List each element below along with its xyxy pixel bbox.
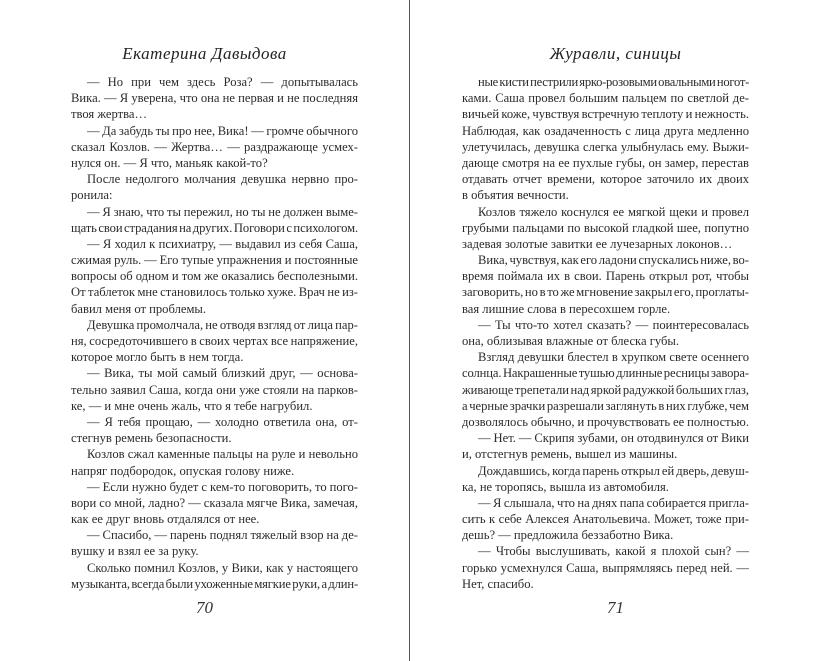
text-line: вая лишние слова в пересохшем горле. bbox=[462, 301, 671, 316]
text-line-wrapper bbox=[71, 301, 358, 317]
text-line-wrapper bbox=[462, 236, 749, 252]
text-line-wrapper bbox=[71, 171, 358, 187]
text-line: сказал Козлов. — Жертва… — раздражающе усмех- bbox=[71, 139, 358, 154]
text-line-wrapper bbox=[462, 106, 749, 122]
text-line-wrapper bbox=[71, 576, 358, 592]
text-line-wrapper bbox=[71, 479, 358, 495]
text-line-wrapper bbox=[71, 106, 358, 122]
text-line-wrapper bbox=[462, 187, 749, 203]
text-line: После недолгого молчания девушка нервно про- bbox=[87, 172, 358, 187]
body-text bbox=[71, 74, 358, 592]
text-line-wrapper bbox=[71, 414, 358, 430]
text-line: которое могло быть в нем тогда. bbox=[71, 350, 244, 365]
text-line: заговорить, но в то же мгновение закрыл его, проглаты- bbox=[462, 285, 749, 300]
text-line: ня, сосредоточившего в своих чертах все напряжение, bbox=[71, 334, 358, 348]
text-line-wrapper bbox=[71, 333, 358, 349]
text-line-wrapper bbox=[71, 252, 358, 268]
text-line-wrapper bbox=[462, 349, 749, 365]
page-number: 71 bbox=[607, 598, 624, 617]
text-line-wrapper bbox=[462, 171, 749, 187]
text-line: Нет, спасибо. bbox=[462, 576, 534, 591]
text-line-wrapper bbox=[71, 463, 358, 479]
text-line-wrapper bbox=[71, 155, 358, 171]
text-line: — Чтобы выслушивать, какой я плохой сын? — bbox=[478, 544, 749, 559]
text-line-wrapper bbox=[71, 74, 358, 90]
text-line: бавил меня от проблемы. bbox=[71, 301, 207, 316]
text-line-wrapper bbox=[462, 463, 749, 479]
text-line: Взгляд девушки блестел в хрупком свете осеннего bbox=[478, 350, 749, 365]
text-line: — Спасибо, — парень поднял тяжелый взор на де- bbox=[87, 528, 358, 543]
text-line-wrapper bbox=[71, 511, 358, 527]
text-line: ронила: bbox=[71, 188, 113, 203]
text-line-wrapper bbox=[462, 90, 749, 106]
text-line: Козлов тяжело коснулся ее мягкой щеки и провел bbox=[478, 204, 749, 219]
text-line-wrapper bbox=[462, 333, 749, 349]
text-line: — Но при чем здесь Роза? — допытывалась bbox=[87, 75, 358, 89]
text-line: сить к себе Алексея Анатольевича. Может, тоже при- bbox=[462, 512, 749, 527]
text-line-wrapper bbox=[462, 252, 749, 268]
text-line: грубыми пальцами по высокой гладкой шее, попутно bbox=[462, 220, 749, 235]
text-line: ка, не торопясь, вышла из автомобиля. bbox=[462, 479, 669, 494]
text-line-wrapper bbox=[462, 543, 749, 559]
text-line-wrapper bbox=[71, 365, 358, 381]
page-number: 70 bbox=[196, 598, 213, 617]
text-line-wrapper bbox=[71, 187, 358, 203]
text-line-wrapper bbox=[462, 527, 749, 543]
text-line: ками. Саша провел большим пальцем по светлой де- bbox=[462, 91, 749, 106]
text-line: нулся он. — Я что, маньяк какой-то? bbox=[71, 155, 268, 170]
left-page bbox=[0, 0, 409, 661]
text-line: и, отстегнув ремень, вышел из машины. bbox=[462, 447, 678, 462]
text-line-wrapper bbox=[462, 495, 749, 511]
text-line-wrapper bbox=[462, 430, 749, 446]
text-line: горько усмехнулся Саша, выпрямляясь перед ней. — bbox=[462, 560, 749, 575]
text-line: Девушка промолчала, не отводя взгляд от лица пар- bbox=[87, 317, 358, 332]
text-line-wrapper bbox=[462, 268, 749, 284]
text-line-wrapper bbox=[71, 382, 358, 398]
text-line: вори со мной, ладно? — сказала мягче Вика, замечая, bbox=[71, 495, 358, 510]
text-line: Наблюдая, как озадаченность с лица друга медленно bbox=[462, 123, 749, 138]
text-line-wrapper bbox=[71, 349, 358, 365]
text-line: ке, — и мне очень жаль, что я тебе нагрубил. bbox=[71, 398, 313, 413]
text-line: — Вика, ты мой самый близкий друг, — основа- bbox=[87, 366, 358, 381]
text-line: Вика. — Я уверена, что она не первая и не последняя bbox=[71, 91, 358, 106]
text-line-wrapper bbox=[462, 414, 749, 430]
text-line-wrapper bbox=[462, 479, 749, 495]
text-line-wrapper bbox=[71, 495, 358, 511]
text-line: музыканта, всегда были ухоженные мягкие руки, а длин- bbox=[71, 576, 358, 591]
text-line: время поймала их в свои. Парень открыл рот, чтобы bbox=[462, 269, 749, 284]
text-line-wrapper bbox=[71, 317, 358, 333]
text-line-wrapper bbox=[462, 155, 749, 171]
text-line-wrapper bbox=[462, 365, 749, 381]
text-line: щать свои страдания на других. Поговори с психологом. bbox=[71, 220, 358, 235]
text-line-wrapper bbox=[71, 398, 358, 414]
text-line-wrapper bbox=[71, 430, 358, 446]
text-line: — Я ходил к психиатру, — выдавил из себя Саша, bbox=[87, 236, 358, 251]
text-line: солнца. Накрашенные тушью длинные ресницы завора- bbox=[462, 366, 749, 381]
text-line-wrapper bbox=[462, 139, 749, 155]
text-line-wrapper bbox=[462, 301, 749, 317]
text-line: сжимая руль. — Его тупые упражнения и постоянные bbox=[71, 253, 358, 268]
text-line: От таблеток мне становилось только хуже. Врач не из- bbox=[71, 285, 358, 300]
text-line: Дождавшись, когда парень открыл ей дверь, девуш- bbox=[478, 463, 749, 478]
text-line: — Да забудь ты про нее, Вика! — громче обычного bbox=[87, 123, 358, 138]
text-line: улетучилась, девушка слегка улыбнулась ему. Выжи- bbox=[462, 139, 749, 154]
text-line-wrapper bbox=[71, 543, 358, 559]
text-line-wrapper bbox=[462, 446, 749, 462]
text-line-wrapper bbox=[462, 284, 749, 300]
text-line: — Я знаю, что ты пережил, но ты не должен выме- bbox=[87, 204, 358, 219]
text-line: дозволялось обычно, и прочувствовать ее полностью. bbox=[462, 414, 749, 429]
text-line: вичьей коже, чувствуя встречную теплоту и нежность. bbox=[462, 107, 749, 122]
text-line: ные кисти пестрили ярко-розовыми овальными ногот- bbox=[478, 75, 749, 89]
right-page bbox=[411, 0, 820, 661]
text-line-wrapper bbox=[462, 398, 749, 414]
text-line-wrapper bbox=[71, 284, 358, 300]
text-line: как ее друг вновь отдалялся от нее. bbox=[71, 512, 260, 527]
text-line-wrapper bbox=[462, 560, 749, 576]
text-line: Козлов сжал каменные пальцы на руле и невольно bbox=[87, 447, 358, 462]
text-line-wrapper bbox=[462, 382, 749, 398]
text-line: — Ты что-то хотел сказать? — поинтересовалась bbox=[478, 317, 749, 332]
text-line: — Я слышала, что на днях папа собирается пригла- bbox=[478, 495, 749, 510]
running-header-title: Журавли, синицы bbox=[549, 44, 682, 63]
text-line: вопросы об одном и том же оказались бесполезными. bbox=[71, 269, 358, 284]
text-line-wrapper bbox=[71, 268, 358, 284]
spine-divider bbox=[409, 0, 410, 661]
text-line: Вика, чувствуя, как его ладони спускались ниже, во- bbox=[478, 253, 749, 268]
text-line-wrapper bbox=[462, 511, 749, 527]
text-line: дешь? — предложила беззаботно Вика. bbox=[462, 528, 674, 543]
text-line: напряг подбородок, опуская голову ниже. bbox=[71, 463, 295, 478]
running-header-author: Екатерина Давыдова bbox=[122, 44, 287, 63]
text-line-wrapper bbox=[71, 90, 358, 106]
text-line: дающе смотря на ее пухлые губы, он замер, перестав bbox=[462, 155, 749, 170]
text-line: вушку и взял ее за руку. bbox=[71, 544, 199, 559]
text-line-wrapper bbox=[462, 220, 749, 236]
text-line-wrapper bbox=[71, 139, 358, 155]
text-line-wrapper bbox=[71, 204, 358, 220]
text-line-wrapper bbox=[71, 236, 358, 252]
text-line-wrapper bbox=[71, 220, 358, 236]
text-line-wrapper bbox=[71, 446, 358, 462]
text-line-wrapper bbox=[71, 123, 358, 139]
text-line-wrapper bbox=[462, 317, 749, 333]
text-line: — Я тебя прощаю, — холодно ответила она, от- bbox=[87, 414, 358, 429]
text-line-wrapper bbox=[71, 527, 358, 543]
text-line-wrapper bbox=[71, 560, 358, 576]
text-line: — Если нужно будет с кем-то поговорить, то пого- bbox=[87, 479, 358, 494]
text-line: живающе трепетали над яркой радужкой больших глаз, bbox=[462, 382, 749, 397]
text-line-wrapper bbox=[462, 123, 749, 139]
text-line: в объятия вечности. bbox=[462, 188, 569, 203]
body-text bbox=[462, 74, 749, 592]
text-line: твоя жертва… bbox=[71, 107, 148, 122]
text-line: Сколько помнил Козлов, у Вики, как у настоящего bbox=[87, 560, 358, 575]
text-line-wrapper bbox=[462, 576, 749, 592]
text-line-wrapper bbox=[462, 74, 749, 90]
text-line: отдавать отчет времени, которое заточило их двоих bbox=[462, 172, 749, 187]
text-line: она, облизывая влажные от блеска губы. bbox=[462, 334, 680, 348]
text-line: задевая золотые завитки ее лучезарных локонов… bbox=[462, 236, 733, 251]
text-line: тельно заявил Саша, когда они уже стояли на парков- bbox=[71, 382, 358, 397]
text-line-wrapper bbox=[462, 204, 749, 220]
text-line: а черные зрачки разрешали заглянуть в них глубже, чем bbox=[462, 398, 749, 413]
text-line: стегнув ремень безопасности. bbox=[71, 431, 232, 446]
text-line: — Нет. — Скрипя зубами, он отодвинулся от Вики bbox=[478, 431, 749, 446]
